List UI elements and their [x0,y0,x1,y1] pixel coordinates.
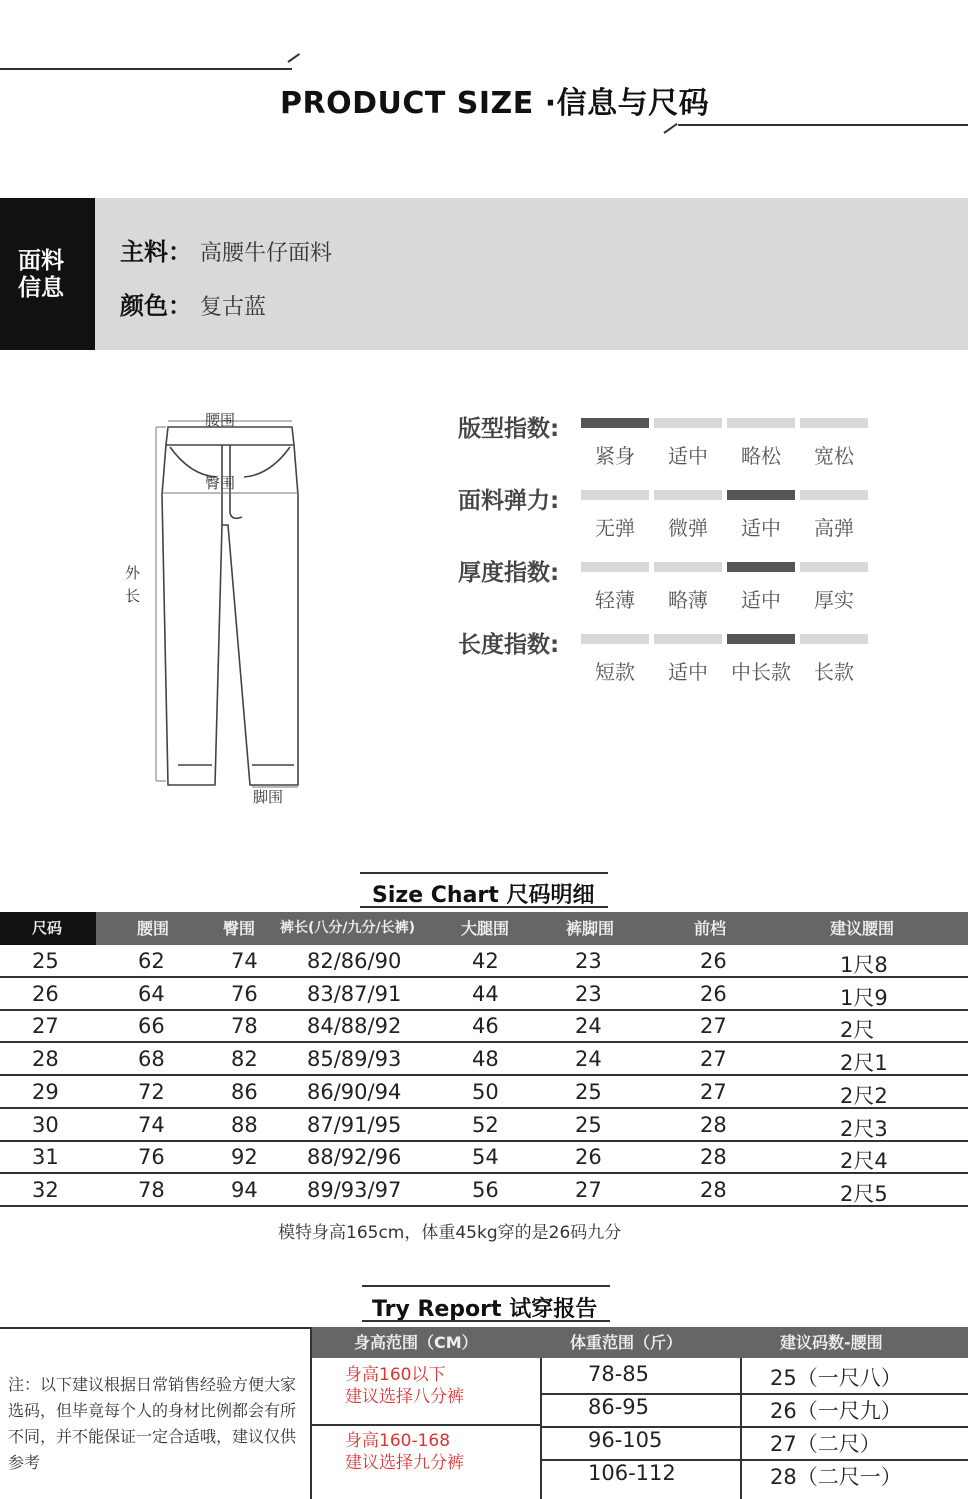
index-bar-2-1 [654,562,722,572]
index-option-0-0: 紧身 [595,444,635,468]
table-cell: 54 [472,1145,499,1170]
try-report-rule-top [362,1285,610,1287]
try-weight-cell: 78-85 [588,1362,650,1386]
index-option-2-2: 适中 [741,588,781,612]
size-chart-rule-bottom [360,906,608,908]
table-cell: 25 [32,949,59,973]
col-hem: 裤脚围 [566,919,615,938]
table-cell: 2尺3 [840,1116,888,1141]
try-col-divider-2 [740,1358,742,1499]
pants-label-outer-1: 外 [125,564,141,582]
index-bar-3-2 [727,634,795,644]
table-cell: 27 [700,1047,727,1072]
try-row-divider [540,1459,968,1461]
index-option-2-1: 略薄 [668,588,708,612]
index-bar-2-3 [800,562,868,572]
try-weight-cell: 106-112 [588,1461,676,1485]
index-option-3-3: 长款 [814,660,854,684]
table-cell: 72 [138,1079,165,1104]
size-chart-rule-top [360,872,608,874]
pants-label-waist: 腰围 [205,411,236,429]
index-bar-0-3 [800,418,868,428]
try-size-cell: 26（一尺九） [770,1399,902,1423]
table-cell: 32 [32,1177,59,1202]
table-cell: 29 [32,1079,59,1104]
index-title-2: 厚度指数: [458,560,560,586]
try-col-divider-1 [540,1358,542,1499]
table-cell: 78 [231,1014,258,1039]
index-option-3-1: 适中 [668,660,708,684]
table-cell: 2尺4 [840,1149,888,1174]
table-cell: 2尺5 [840,1181,888,1206]
index-bar-2-0 [581,562,649,572]
table-cell: 2尺1 [840,1051,888,1076]
try-report-header [312,1327,968,1358]
col-size: 尺码 [0,912,96,945]
height-group-2-line2: 建议选择九分裤 [345,1453,464,1473]
table-cell: 26 [575,1145,602,1170]
index-option-1-2: 适中 [741,516,781,540]
table-cell: 48 [472,1047,499,1072]
index-bar-1-3 [800,490,868,500]
index-option-0-2: 略松 [741,444,781,468]
table-cell: 26 [32,981,59,1006]
try-report-title: Try Report 试穿报告 [372,1297,598,1322]
table-cell: 31 [32,1145,59,1170]
fabric-info-panel [0,198,968,350]
index-title-0: 版型指数: [458,416,560,442]
color-row [120,286,266,321]
table-cell: 82 [231,1047,258,1072]
index-bar-0-2 [727,418,795,428]
table-cell: 27 [575,1177,602,1202]
page-title: PRODUCT SIZE ·信息与尺码 [280,86,710,121]
table-row [0,1141,968,1174]
index-bar-3-0 [581,634,649,644]
height-group-1 [345,1364,464,1408]
col-thigh: 大腿围 [461,919,510,938]
table-cell: 84/88/92 [307,1014,402,1039]
color-value: 复古蓝 [200,295,267,320]
table-cell: 82/86/90 [307,949,402,973]
try-weight-cell: 96-105 [588,1428,663,1452]
table-row [0,945,968,978]
table-cell: 28 [32,1047,59,1072]
table-cell: 2尺 [840,1018,875,1043]
index-option-1-0: 无弹 [595,516,635,540]
color-key: 颜色： [120,292,192,320]
table-cell: 23 [575,949,602,973]
pants-label-hem: 脚围 [253,788,284,806]
header-rule-left [0,68,292,70]
table-cell: 83/87/91 [307,981,402,1006]
index-option-1-3: 高弹 [814,516,854,540]
table-cell: 56 [472,1177,499,1202]
index-option-3-2: 中长款 [731,660,791,684]
table-cell: 1尺8 [840,953,888,977]
table-row [0,1076,968,1109]
col-rise: 前档 [694,919,727,938]
index-option-3-0: 短款 [595,660,635,684]
table-cell: 28 [700,1112,727,1137]
table-cell: 74 [138,1112,165,1137]
table-row [0,1043,968,1076]
table-cell: 74 [231,949,258,973]
table-cell: 88 [231,1112,258,1137]
pants-label-outer-2: 长 [125,587,141,605]
table-cell: 50 [472,1079,499,1104]
index-bar-0-1 [654,418,722,428]
index-title-3: 长度指数: [458,632,560,658]
index-option-2-3: 厚实 [814,588,854,612]
table-cell: 52 [472,1112,499,1137]
table-cell: 23 [575,981,602,1006]
table-cell: 25 [575,1112,602,1137]
index-bar-2-2 [727,562,795,572]
index-option-2-0: 轻薄 [595,588,635,612]
table-cell: 24 [575,1014,602,1039]
table-row [0,978,968,1011]
table-cell: 28 [700,1177,727,1202]
table-cell: 25 [575,1079,602,1104]
size-chart-title: Size Chart 尺码明细 [372,883,595,908]
index-option-0-3: 宽松 [814,444,854,468]
index-bar-1-2 [727,490,795,500]
table-cell: 1尺9 [840,985,888,1010]
col-weight-range: 体重范围（斤） [570,1333,683,1352]
try-size-cell: 25（一尺八） [770,1366,902,1390]
try-note: 注：以下建议根据日常销售经验方便大家选码，但毕竟每个人的身材比例都会有所不同，并不能保证一定合适哦，建议仅供参考 [8,1375,297,1472]
col-suggest-size: 建议码数-腰围 [780,1333,883,1352]
material-key: 主料： [120,238,192,266]
table-cell: 24 [575,1047,602,1072]
index-bar-1-1 [654,490,722,500]
try-size-cell: 28（二尺一） [770,1465,902,1489]
table-cell: 76 [138,1145,165,1170]
index-bar-3-1 [654,634,722,644]
table-cell: 2尺2 [840,1083,888,1108]
table-row [0,1109,968,1142]
header-rule-right [678,124,968,126]
col-suggest-waist: 建议腰围 [830,919,895,938]
index-title-1: 面料弹力: [458,488,560,514]
table-cell: 66 [138,1014,165,1039]
table-cell: 27 [32,1014,59,1039]
try-report-rule-bottom [362,1320,610,1322]
table-cell: 28 [700,1145,727,1170]
table-cell: 62 [138,949,165,973]
height-group-2-line1: 身高160-168 [345,1431,451,1451]
table-row [0,1174,968,1207]
index-option-1-1: 微弹 [668,516,708,540]
table-cell: 85/89/93 [307,1047,402,1072]
col-hip: 臀围 [223,919,256,938]
try-size-cell: 27（二尺） [770,1432,881,1456]
table-cell: 94 [231,1177,258,1202]
fabric-info-label [0,198,95,350]
size-chart-header [0,912,968,945]
table-cell: 46 [472,1014,499,1039]
table-cell: 76 [231,981,258,1006]
fabric-label-line1: 面料 [18,248,64,274]
table-cell: 26 [700,981,727,1006]
table-cell: 42 [472,949,499,973]
table-cell: 88/92/96 [307,1145,402,1170]
model-note: 模特身高165cm，体重45kg穿的是26码九分 [278,1223,622,1243]
table-cell: 27 [700,1079,727,1104]
try-height-divider [312,1424,540,1426]
material-value: 高腰牛仔面料 [200,241,333,266]
fabric-label-line2: 信息 [18,275,64,301]
height-group-1-line2: 建议选择八分裤 [345,1387,464,1407]
table-cell: 26 [700,949,727,973]
material-row [120,232,332,267]
table-cell: 92 [231,1145,258,1170]
table-cell: 86 [231,1079,258,1104]
table-cell: 87/91/95 [307,1112,402,1137]
table-cell: 68 [138,1047,165,1072]
table-cell: 44 [472,981,499,1006]
index-option-0-1: 适中 [668,444,708,468]
pants-diagram-icon [120,405,320,805]
index-bar-1-0 [581,490,649,500]
table-cell: 64 [138,981,165,1006]
table-row [0,1010,968,1043]
table-cell: 86/90/94 [307,1079,402,1104]
col-height-range: 身高范围（CM） [354,1333,478,1352]
col-length: 裤长(八分/九分/长裤) [280,920,416,936]
height-group-2 [345,1430,464,1474]
table-cell: 30 [32,1112,59,1137]
index-bar-0-0 [581,418,649,428]
table-cell: 78 [138,1177,165,1202]
try-weight-cell: 86-95 [588,1395,650,1419]
pants-label-hip: 臀围 [205,474,236,492]
table-cell: 89/93/97 [307,1177,402,1202]
try-row-divider [540,1426,968,1428]
try-row-divider [540,1393,968,1395]
height-group-1-line1: 身高160以下 [345,1365,446,1385]
col-waist: 腰围 [137,919,170,938]
index-bar-3-3 [800,634,868,644]
table-cell: 27 [700,1014,727,1039]
